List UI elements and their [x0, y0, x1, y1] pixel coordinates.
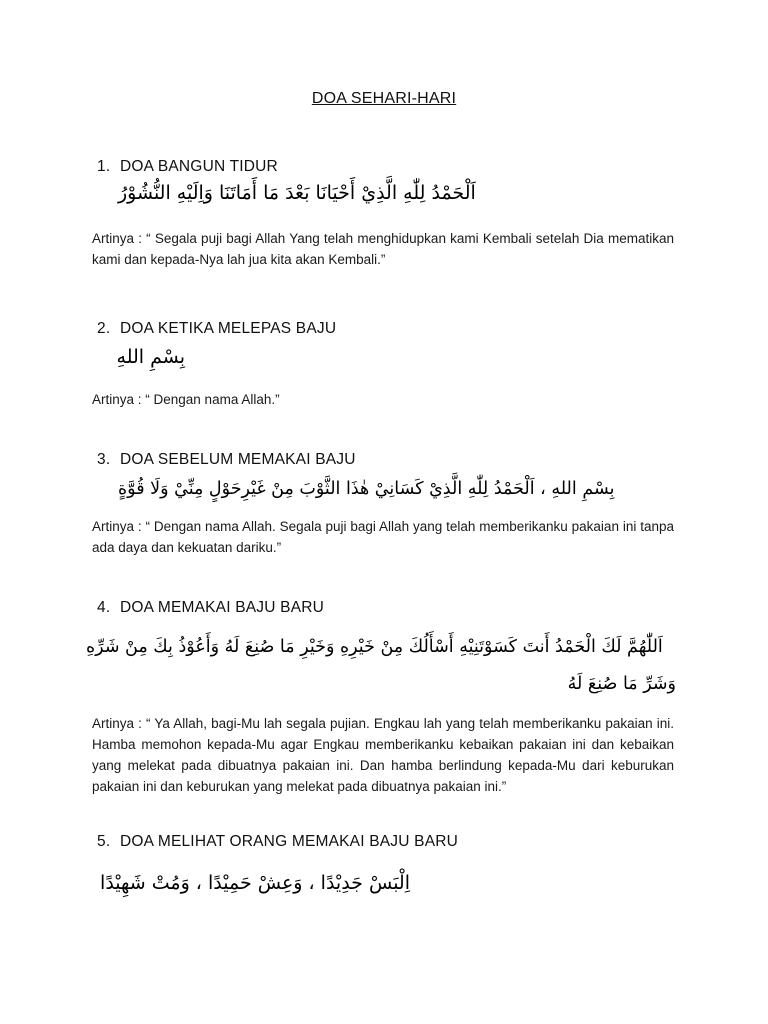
doa-arabic-1: اَلْحَمْدُ لِلّٰهِ الَّذِيْ أَحْيَانَا بَعْدَ مَا أَمَاتَنَا وَاِلَيْهِ النُّشُوْرُ [118, 182, 476, 204]
doa-heading-text-1: DOA BANGUN TIDUR [120, 158, 278, 175]
doa-arabic-3: بِسْمِ اللهِ ، اَلْحَمْدُ لِلّٰهِ الَّذِيْ كَسَانِيْ هٰذَا الثَّوْبَ مِنْ غَيْرِحَوْلٍ مِنِّيْ وَلَا قُوَّةٍ [118, 479, 615, 499]
doa-heading-3 [97, 451, 356, 469]
doa-arti-4: Artinya : “ Ya Allah, bagi-Mu lah segala pujian. Engkau lah yang telah memberikanku pakaian ini. Hamba memohon kepada-Mu agar Engkau memberikanku kebaikan pakaian ini dan kebaikan yang melekat pada dibuatnya pakaian ini. Dan hamba berlindung kepada-Mu dari keburukan pakaian ini dan keburukan yang melekat pada dibuatnya pakaian ini.” [92, 716, 674, 794]
doa-number-2: 2. [97, 320, 111, 337]
doa-heading-text-5: DOA MELIHAT ORANG MEMAKAI BAJU BARU [120, 833, 459, 850]
doa-arti-1: Artinya : “ Segala puji bagi Allah Yang telah menghidupkan kami Kembali setelah Dia mematikan kami dan kepada-Nya lah jua kita akan Kembali.” [92, 231, 674, 267]
page-title: DOA SEHARI-HARI [311, 90, 457, 107]
doa-heading-5 [97, 833, 458, 851]
doa-arti-2: Artinya : “ Dengan nama Allah.” [92, 392, 280, 407]
doa-heading-4 [97, 599, 324, 617]
doa-number-1: 1. [97, 158, 111, 175]
doa-arabic-5: اِلْبَسْ جَدِيْدًا ، وَعِشْ حَمِيْدًا ، وَمُتْ شَهِيْدًا [100, 872, 410, 894]
doa-heading-text-3: DOA SEBELUM MEMAKAI BAJU [120, 451, 356, 468]
doa-number-5: 5. [97, 833, 111, 850]
doa-arti-3: Artinya : “ Dengan nama Allah. Segala puji bagi Allah yang telah memberikanku pakaian ini tanpa ada daya dan kekuatan dariku.” [92, 519, 674, 555]
doa-arabic-4-line-2: وَشَرِّ مَا صُنِعَ لَهُ [567, 674, 676, 694]
doa-number-4: 4. [97, 599, 111, 616]
doa-arabic-2: بِسْمِ اللهِ [116, 346, 185, 368]
doa-heading-text-4: DOA MEMAKAI BAJU BARU [120, 599, 325, 616]
doa-arabic-4-line-1: اَللّٰهُمَّ لَكَ الْحَمْدُ أَنتَ كَسَوْتَنِيْهِ أَسْأَلُكَ مِنْ خَيْرِهِ وَخَيْرِ مَا صُنِعَ لَهُ وَأَعُوْذُ بِكَ مِنْ شَرِّهِ [86, 637, 663, 657]
doa-number-3: 3. [97, 451, 111, 468]
doa-heading-text-2: DOA KETIKA MELEPAS BAJU [120, 320, 337, 337]
